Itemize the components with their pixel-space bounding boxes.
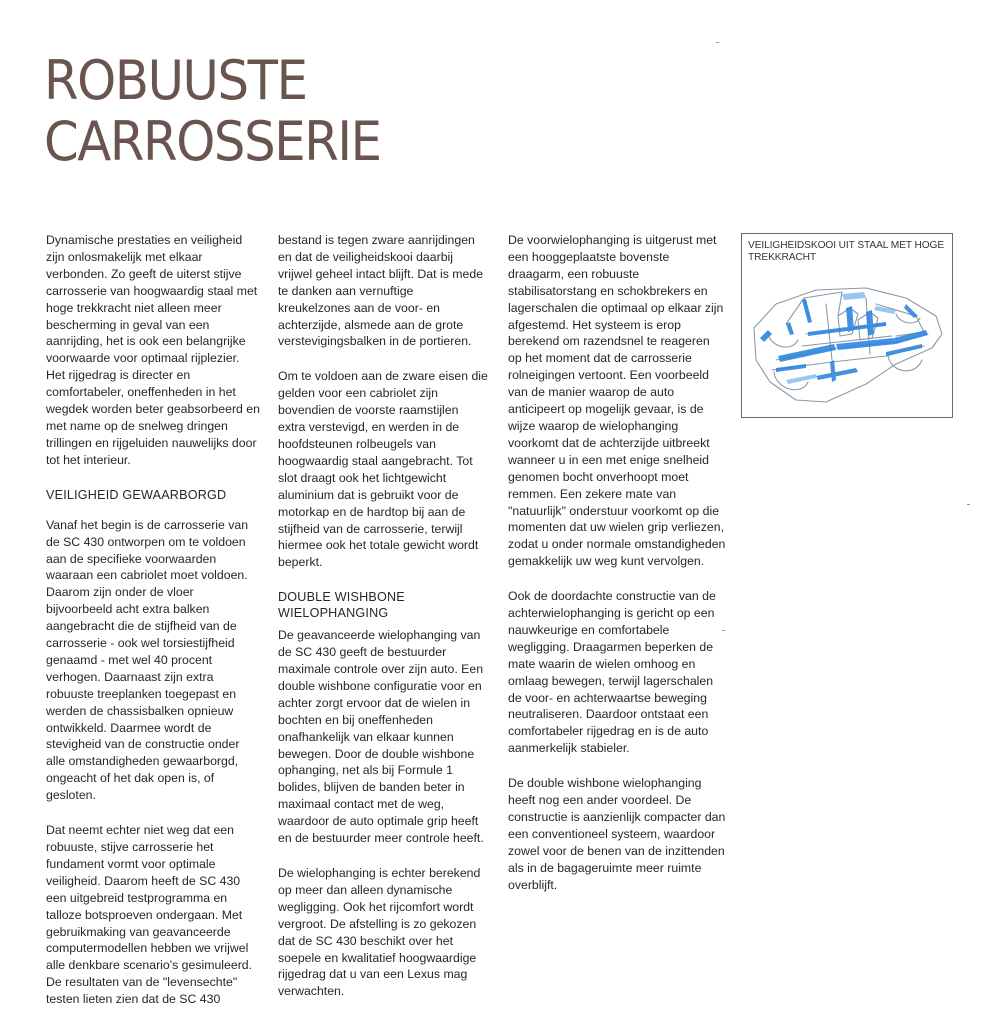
print-speck [967, 504, 970, 505]
body-paragraph: bestand is tegen zware aanrijdingen en dat de veiligheidskooi daarbij vrijwel geheel intact blijft. Dat is mede te danken aan vernuftige kreukelzones aan de voor- en achterzijde, alsmede aan de grote verstevigingsbalken in de portieren. [278, 233, 484, 349]
page-title [44, 50, 381, 172]
heading-line: DOUBLE WISHBONE [278, 590, 405, 605]
body-paragraph: De geavanceerde wielophanging van de SC 430 geeft de bestuurder maximale controle over zijn auto. Een double wishbone configuratie voor en achter zorgt ervoor dat de wielen in bochten en bij oneffenheden onafhankelijk van elkaar kunnen bewegen. Door de double wishbone ophanging, net als bij Formule 1 bolides, blijven de banden beter in maximaal contact met de weg, waardoor de auto optimale grip heeft en de bestuurder meer controle heeft. [278, 628, 484, 846]
body-paragraph: Ook de doordachte constructie van de achterwielophanging is gericht op een nauwkeurige en comfortabele wegligging. Draagarmen beperken de mate waarin de wielen omhoog en omlaag bewegen, terwijl lagerschalen de voor- en achterwaartse beweging neutraliseren. Daardoor ontstaat een comfortabeler rijgedrag en is de auto aanmerkelijk stabieler. [508, 589, 716, 756]
body-paragraph: De double wishbone wielophanging heeft nog een ander voordeel. De constructie is aanzienlijk compacter dan een conventioneel systeem, waardoor zowel voor de benen van de inzittenden als in de bagageruimte meer ruimte overblijft. [508, 776, 726, 892]
body-paragraph: De wielophanging is echter berekend op meer dan alleen dynamische wegligging. Ook het rijcomfort wordt vergroot. De afstelling is zo gekozen dat de SC 430 beschikt over het soepele en kwalitatief hoogwaardige rijgedrag dat u van een Lexus mag verwachten. [278, 866, 481, 999]
text-column-3 [508, 232, 726, 912]
section-heading-safety: VEILIGHEID GEWAARBORGD [46, 487, 227, 502]
body-paragraph: Vanaf het begin is de carrosserie van de SC 430 ontworpen om te voldoen aan de specifieke voorwaarden waaraan een cabriolet moet voldoen. Daarom zijn onder de vloer bijvoorbeeld acht extra balken aangebracht die de stijfheid van de carrosserie - ook wel torsiestijfheid genaamd - met wel 40 procent verhogen. Daarnaast zijn extra robuuste treeplanken toegepast en werden de chassisbalken opnieuw ontwikkeld. Daarmee wordt de stevigheid van de constructie onder alle omstandigheden gewaarborgd, ongeacht of het dak open is, of gesloten. [46, 517, 249, 803]
safety-cage-figure [741, 233, 953, 418]
section-heading-suspension [278, 589, 488, 621]
print-speck [722, 630, 725, 631]
body-paragraph: Om te voldoen aan de zware eisen die gelden voor een cabriolet zijn bovendien de voorste raamstijlen extra verstevigd, en werden in de hoofdsteunen rolbeugels van hoogwaardig staal aangebracht. Tot slot draagt ook het lichtgewicht aluminium dat is gebruikt voor de motorkap en de hardtop bij aan de stijfheid van de carrosserie, terwijl hiermee ook het totale gewicht wordt beperkt. [278, 369, 488, 570]
text-column-1 [46, 232, 261, 1026]
body-paragraph: Dat neemt echter niet weg dat een robuuste, stijve carrosserie het fundament vormt voor optimale veiligheid. Daarom heeft de SC 430 een uitgebreid testprogramma en talloze botsproeven ondergaan. Met gebruikmaking van geavanceerde computermodellen hebben we vrijwel alle denkbare scenario's gesimuleerd. De resultaten van de "levensechte" testen lieten zien dat de SC 430 [46, 823, 253, 1007]
title-line-2: CARROSSERIE [44, 110, 381, 173]
heading-line: WIELOPHANGING [278, 606, 389, 621]
title-line-1: ROBUUSTE [44, 49, 307, 112]
car-body-frame-illustration [746, 264, 948, 414]
print-speck [716, 42, 719, 43]
intro-paragraph: Dynamische prestaties en veiligheid zijn onlosmakelijk met elkaar verbonden. Zo geeft de uiterst stijve carrosserie van hoogwaardig staal met hoge trekkracht niet alleen meer bescherming in geval van een aanrijding, het is ook een belangrijke voorwaarde voor optimaal rijplezier. Het rijgedrag is directer en comfortabeler, oneffenheden in het wegdek worden beter geabsorbeerd en met name op de snelweg dringen trillingen en rijgeluiden nauwelijks door tot het interieur. [46, 233, 260, 467]
text-column-2 [278, 232, 488, 1018]
body-paragraph: De voorwielophanging is uitgerust met een hooggeplaatste bovenste draagarm, een robuuste stabilisatorstang en schokbrekers en lagerschalen die optimaal op elkaar zijn afgestemd. Het systeem is erop berekend om razendsnel te reageren op het moment dat de carrosserie rolneigingen vertoont. Een voorbeeld van de manier waarop de auto anticipeert op mogelijk gevaar, is de wijze waarop de wielophanging voorkomt dat de achterzijde uitbreekt wanneer u in een met enige snelheid genomen bocht onverhoopt moet remmen. Een zekere mate van "natuurlijk" onderstuur voorkomt op die momenten dat uw wielen grip verliezen, zodat u onder normale omstandigheden gemakkelijk uw weg kunt vervolgen. [508, 233, 726, 569]
figure-caption: VEILIGHEIDSKOOI UIT STAAL MET HOGE TREKKRACHT [748, 240, 945, 263]
